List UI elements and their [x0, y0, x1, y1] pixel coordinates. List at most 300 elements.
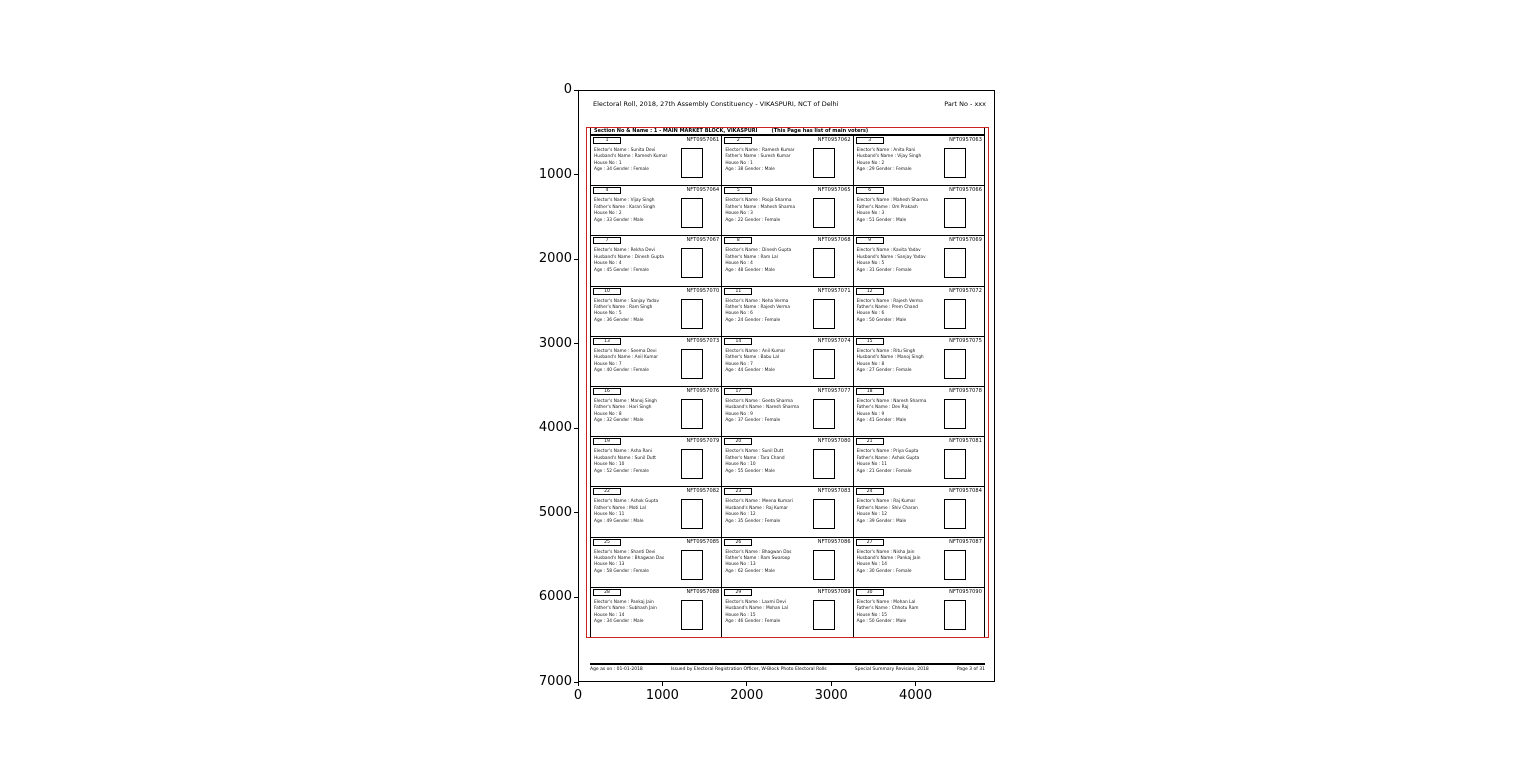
age-gender: Age : 48 Gender : Male [725, 267, 775, 273]
photo-placeholder [944, 499, 966, 529]
photo-placeholder [681, 399, 703, 429]
elector-name: Elector's Name : Naresh Sharma [856, 399, 927, 404]
relative-name: Father's Name : Chhotu Ram [856, 606, 919, 612]
voter-fields [725, 449, 809, 475]
voter-card [853, 336, 984, 386]
photo-placeholder [813, 550, 835, 580]
section-header [590, 127, 985, 135]
relative-name: Father's Name : Moti Lal [594, 505, 646, 511]
voter-card-top [856, 187, 982, 194]
voter-fields [594, 399, 678, 425]
footer-revision: Special Summary Revision, 2018 [854, 667, 929, 672]
y-tick-label: 1000 [538, 166, 572, 182]
epic-number: NFT0957088 [686, 588, 720, 595]
serial-number: 11 [724, 288, 752, 295]
voter-fields [725, 499, 809, 525]
serial-number: 13 [593, 338, 621, 345]
voter-fields [725, 399, 809, 425]
voter-card [721, 486, 852, 536]
epic-number: NFT0957065 [817, 187, 851, 194]
relative-name: Father's Name : Tara Chand [725, 455, 785, 461]
photo-placeholder [944, 550, 966, 580]
house-no: House No : 10 [594, 462, 625, 468]
epic-number: NFT0957078 [949, 388, 982, 394]
elector-name: Elector's Name : Pooja Sharma [725, 198, 792, 204]
section-note: (This Page has list of main voters) [771, 128, 869, 134]
elector-name: Elector's Name : Meena Kumari [725, 499, 793, 505]
voter-fields [594, 248, 678, 274]
x-tick-mark [915, 682, 916, 686]
y-tick-mark [574, 259, 578, 260]
house-no: House No : 14 [856, 562, 887, 568]
age-gender: Age : 45 Gender : Female [594, 267, 649, 273]
elector-name: Elector's Name : Mahesh Sharma [856, 198, 928, 204]
serial-number: 8 [724, 237, 752, 244]
relative-name: Father's Name : Mahesh Sharma [725, 204, 796, 210]
voter-fields [594, 449, 678, 475]
voter-card [590, 286, 721, 336]
y-tick-mark [574, 597, 578, 598]
voter-fields [594, 198, 678, 224]
house-no: House No : 7 [725, 361, 753, 367]
doc-footer [590, 667, 985, 673]
age-gender: Age : 21 Gender : Female [856, 468, 912, 474]
voter-card-top [856, 388, 982, 395]
voter-card-top [856, 488, 982, 495]
house-no: House No : 11 [856, 462, 887, 468]
house-no: House No : 8 [856, 361, 885, 367]
relative-name: Husband's Name : Raj Kumar [725, 505, 788, 511]
relative-name: Father's Name : Prem Chand [856, 305, 919, 311]
house-no: House No : 15 [725, 612, 756, 618]
house-no: House No : 11 [594, 512, 625, 518]
x-tick-label: 4000 [899, 688, 933, 703]
y-tick-label: 7000 [538, 674, 572, 689]
voter-fields [594, 148, 678, 174]
serial-number: 17 [724, 388, 752, 395]
house-no: House No : 4 [725, 261, 753, 267]
x-tick-mark [578, 682, 579, 686]
voter-card-top [724, 488, 850, 495]
voter-card-top [856, 589, 982, 596]
elector-name: Elector's Name : Vijay Singh [594, 198, 655, 204]
serial-number: 20 [724, 438, 752, 445]
house-no: House No : 6 [725, 311, 753, 317]
serial-number: 25 [593, 539, 621, 546]
photo-placeholder [944, 248, 966, 278]
relative-name: Father's Name : Om Prakash [856, 204, 918, 210]
voter-card-top [724, 338, 850, 345]
epic-number: NFT0957076 [686, 388, 720, 394]
house-no: House No : 1 [594, 160, 622, 166]
voter-fields [857, 499, 941, 525]
voter-fields [725, 148, 809, 174]
serial-number: 12 [856, 288, 884, 295]
epic-number: NFT0957087 [949, 538, 982, 545]
relative-name: Father's Name : Babu Lal [725, 355, 780, 361]
voter-card-top [856, 137, 982, 144]
serial-number: 29 [724, 589, 752, 596]
photo-placeholder [681, 499, 703, 529]
voter-card [853, 537, 984, 587]
house-no: House No : 13 [594, 562, 625, 568]
serial-number: 15 [856, 338, 884, 345]
photo-placeholder [813, 399, 835, 429]
x-tick-mark [746, 682, 747, 686]
elector-name: Elector's Name : Ramesh Kumar [725, 148, 795, 153]
house-no: House No : 2 [856, 160, 885, 166]
voter-card-top [593, 539, 719, 546]
voter-card [721, 336, 852, 386]
photo-placeholder [813, 349, 835, 379]
epic-number: NFT0957072 [949, 287, 982, 294]
epic-number: NFT0957070 [686, 287, 720, 294]
serial-number: 14 [724, 338, 752, 345]
age-gender: Age : 34 Gender : Female [594, 167, 649, 173]
voter-card [853, 587, 984, 637]
relative-name: Father's Name : Ram Lal [725, 254, 778, 260]
photo-placeholder [681, 248, 703, 278]
age-gender: Age : 32 Gender : Male [594, 418, 644, 424]
elector-name: Elector's Name : Sunil Dutt [725, 449, 784, 455]
voter-card-top [593, 137, 719, 144]
voter-fields [857, 449, 941, 475]
serial-number: 21 [856, 438, 884, 445]
age-gender: Age : 50 Gender : Male [856, 317, 907, 323]
relative-name: Father's Name : Rajesh Verma [725, 305, 790, 311]
voter-fields [857, 399, 941, 425]
photo-placeholder [944, 299, 966, 329]
voter-card-top [856, 539, 982, 546]
voter-card [590, 537, 721, 587]
voter-card [853, 386, 984, 436]
voter-card-top [593, 288, 719, 295]
house-no: House No : 9 [725, 411, 753, 417]
age-gender: Age : 37 Gender : Female [725, 418, 781, 424]
voter-card-top [593, 589, 719, 596]
house-no: House No : 3 [725, 211, 753, 217]
serial-number: 5 [724, 187, 752, 194]
x-tick-label: 3000 [814, 688, 848, 703]
voter-fields [857, 349, 941, 375]
serial-number: 28 [593, 589, 621, 596]
elector-name: Elector's Name : Ashok Gupta [594, 499, 659, 505]
voter-fields [725, 600, 809, 626]
voter-card [853, 235, 984, 285]
relative-name: Husband's Name : Naresh Sharma [725, 405, 800, 411]
age-gender: Age : 49 Gender : Male [594, 518, 644, 524]
y-tick-label: 5000 [538, 504, 572, 520]
voter-card [721, 386, 852, 436]
serial-number: 18 [856, 388, 884, 395]
voter-card [590, 386, 721, 436]
epic-number: NFT0957061 [686, 137, 720, 143]
age-gender: Age : 38 Gender : Male [725, 167, 775, 173]
voter-fields [594, 299, 678, 325]
epic-number: NFT0957074 [817, 337, 851, 344]
house-no: House No : 9 [856, 411, 885, 417]
serial-number: 19 [593, 438, 621, 445]
epic-number: NFT0957063 [949, 137, 982, 143]
photo-placeholder [681, 550, 703, 580]
age-gender: Age : 44 Gender : Male [725, 368, 775, 374]
relative-name: Husband's Name : Mohan Lal [725, 606, 788, 612]
voter-fields [725, 198, 809, 224]
relative-name: Father's Name : Suresh Kumar [725, 154, 791, 160]
voter-fields [857, 600, 941, 626]
voter-card-top [724, 137, 850, 144]
voter-card-top [724, 237, 850, 244]
age-gender: Age : 22 Gender : Female [725, 217, 781, 223]
x-tick-label: 1000 [645, 688, 679, 703]
elector-name: Elector's Name : Geeta Sharma [725, 399, 793, 404]
photo-placeholder [944, 600, 966, 630]
relative-name: Husband's Name : Sunil Dutt [594, 455, 656, 461]
house-no: House No : 12 [856, 512, 887, 518]
y-tick-mark [574, 428, 578, 429]
footer-age-note: Age as on : 01-01-2018 [590, 667, 643, 672]
serial-number: 26 [724, 539, 752, 546]
age-gender: Age : 58 Gender : Female [594, 568, 649, 574]
relative-name: Husband's Name : Dinesh Gupta [594, 254, 664, 260]
doc-header [593, 100, 986, 108]
voter-card [721, 235, 852, 285]
relative-name: Husband's Name : Manoj Singh [856, 355, 924, 361]
relative-name: Father's Name : Hari Singh [594, 405, 652, 411]
voter-card [590, 336, 721, 386]
x-tick-label: 0 [573, 688, 583, 703]
age-gender: Age : 55 Gender : Male [725, 468, 775, 474]
y-tick-mark [574, 90, 578, 91]
elector-name: Elector's Name : Rekha Devi [594, 248, 655, 254]
voter-card-top [724, 288, 850, 295]
voter-card-top [856, 237, 982, 244]
serial-number: 3 [856, 137, 884, 144]
y-tick-mark [574, 174, 578, 175]
footer-page-number: Page 3 of 31 [956, 667, 985, 672]
section-label: Section No & Name : 1 - MAIN MARKET BLOCK, VIKASPURI [594, 128, 758, 134]
age-gender: Age : 24 Gender : Female [725, 317, 781, 323]
age-gender: Age : 41 Gender : Male [856, 418, 907, 424]
epic-number: NFT0957082 [686, 488, 720, 495]
serial-number: 9 [856, 237, 884, 244]
voter-card-top [593, 237, 719, 244]
voter-fields [594, 349, 678, 375]
photo-placeholder [813, 148, 835, 178]
epic-number: NFT0957073 [686, 337, 720, 344]
plot-axes [578, 90, 995, 682]
relative-name: Father's Name : Ram Singh [594, 305, 653, 311]
elector-name: Elector's Name : Bhagwan Das [725, 549, 792, 555]
voter-card-top [724, 388, 850, 395]
voter-fields [594, 600, 678, 626]
house-no: House No : 4 [594, 261, 622, 267]
photo-placeholder [813, 248, 835, 278]
elector-name: Elector's Name : Sanjay Yadav [594, 298, 660, 304]
voter-card-top [593, 187, 719, 194]
house-no: House No : 14 [594, 612, 625, 618]
serial-number: 22 [593, 488, 621, 495]
age-gender: Age : 27 Gender : Female [856, 368, 912, 374]
serial-number: 6 [856, 187, 884, 194]
serial-number: 27 [856, 539, 884, 546]
age-gender: Age : 46 Gender : Female [725, 619, 781, 625]
elector-name: Elector's Name : Kavita Yadav [856, 248, 921, 254]
photo-placeholder [681, 198, 703, 228]
x-tick-mark [662, 682, 663, 686]
relative-name: Father's Name : Ram Swaroop [725, 556, 791, 562]
age-gender: Age : 39 Gender : Male [856, 518, 907, 524]
serial-number: 7 [593, 237, 621, 244]
house-no: House No : 7 [594, 361, 622, 367]
elector-name: Elector's Name : Nisha Jain [856, 549, 915, 555]
voter-card [590, 486, 721, 536]
y-tick-label: 2000 [538, 251, 572, 267]
epic-number: NFT0957071 [817, 287, 851, 294]
serial-number: 2 [724, 137, 752, 144]
voter-fields [857, 550, 941, 576]
footer-divider [590, 663, 985, 665]
epic-number: NFT0957084 [949, 488, 982, 495]
elector-name: Elector's Name : Anita Rani [856, 148, 916, 153]
relative-name: Husband's Name : Ramesh Kumar [594, 154, 668, 160]
elector-name: Elector's Name : Mohan Lal [856, 599, 916, 605]
voter-card-top [856, 438, 982, 445]
voter-card-top [724, 187, 850, 194]
epic-number: NFT0957068 [817, 237, 851, 244]
age-gender: Age : 34 Gender : Male [594, 619, 644, 625]
photo-placeholder [944, 349, 966, 379]
house-no: House No : 10 [725, 462, 756, 468]
photo-placeholder [944, 399, 966, 429]
age-gender: Age : 29 Gender : Female [856, 167, 912, 173]
voter-card [853, 185, 984, 235]
house-no: House No : 12 [725, 512, 756, 518]
age-gender: Age : 35 Gender : Female [725, 518, 781, 524]
house-no: House No : 15 [856, 612, 887, 618]
serial-number: 16 [593, 388, 621, 395]
elector-name: Elector's Name : Rajesh Verma [856, 298, 923, 304]
epic-number: NFT0957062 [817, 137, 851, 143]
elector-name: Elector's Name : Sunita Devi [594, 148, 656, 153]
age-gender: Age : 36 Gender : Male [594, 317, 644, 323]
serial-number: 23 [724, 488, 752, 495]
elector-name: Elector's Name : Pankaj Jain [594, 599, 654, 605]
voter-card [590, 235, 721, 285]
house-no: House No : 5 [856, 261, 885, 267]
serial-number: 4 [593, 187, 621, 194]
epic-number: NFT0957066 [949, 187, 982, 194]
epic-number: NFT0957075 [949, 337, 982, 344]
voter-card-top [856, 288, 982, 295]
epic-number: NFT0957067 [686, 237, 720, 244]
voter-grid [590, 135, 985, 638]
voter-card-top [593, 438, 719, 445]
y-tick-label: 3000 [538, 335, 572, 351]
relative-name: Husband's Name : Anil Kumar [594, 355, 658, 361]
relative-name: Father's Name : Ashok Gupta [856, 455, 920, 461]
age-gender: Age : 31 Gender : Female [856, 267, 912, 273]
age-gender: Age : 62 Gender : Male [725, 568, 775, 574]
voter-card [853, 135, 984, 185]
elector-name: Elector's Name : Asha Rani [594, 449, 652, 455]
house-no: House No : 1 [725, 160, 753, 166]
voter-card [590, 587, 721, 637]
voter-card [721, 436, 852, 486]
voter-card [590, 436, 721, 486]
footer-issuer: Issued by Electoral Registration Officer, W-Block Photo Electoral Rolls [670, 667, 827, 672]
voter-card [721, 135, 852, 185]
voter-card [721, 286, 852, 336]
epic-number: NFT0957083 [817, 488, 851, 495]
y-tick-mark [574, 512, 578, 513]
epic-number: NFT0957077 [817, 388, 851, 394]
voter-fields [857, 198, 941, 224]
relative-name: Husband's Name : Vijay Singh [856, 154, 922, 160]
voter-card [721, 185, 852, 235]
voter-card [853, 486, 984, 536]
epic-number: NFT0957080 [817, 438, 851, 445]
voter-card [590, 185, 721, 235]
epic-number: NFT0957064 [686, 187, 720, 194]
elector-name: Elector's Name : Dinesh Gupta [725, 248, 792, 254]
house-no: House No : 3 [856, 211, 885, 217]
photo-placeholder [681, 449, 703, 479]
voter-fields [725, 299, 809, 325]
age-gender: Age : 40 Gender : Female [594, 368, 649, 374]
age-gender: Age : 33 Gender : Male [594, 217, 644, 223]
voter-fields [857, 148, 941, 174]
photo-placeholder [944, 148, 966, 178]
elector-name: Elector's Name : Shanti Devi [594, 549, 656, 555]
relative-name: Father's Name : Dev Raj [856, 405, 909, 411]
relative-name: Father's Name : Subhash Jain [594, 606, 657, 612]
age-gender: Age : 52 Gender : Female [594, 468, 649, 474]
photo-placeholder [944, 449, 966, 479]
voter-card [590, 135, 721, 185]
voter-fields [594, 499, 678, 525]
relative-name: Father's Name : Karan Singh [594, 204, 656, 210]
house-no: House No : 13 [725, 562, 756, 568]
photo-placeholder [681, 299, 703, 329]
relative-name: Husband's Name : Bhagwan Das [594, 556, 665, 562]
x-tick-label: 2000 [730, 688, 764, 703]
photo-placeholder [813, 198, 835, 228]
voter-fields [725, 349, 809, 375]
voter-card-top [856, 338, 982, 345]
voter-card-top [593, 388, 719, 395]
epic-number: NFT0957089 [817, 588, 851, 595]
house-no: House No : 6 [856, 311, 885, 317]
relative-name: Father's Name : Shiv Charan [856, 505, 918, 511]
voter-card-top [724, 539, 850, 546]
epic-number: NFT0957081 [949, 438, 982, 445]
voter-card-top [593, 338, 719, 345]
y-tick-mark [574, 343, 578, 344]
elector-name: Elector's Name : Seema Devi [594, 348, 657, 354]
elector-name: Elector's Name : Ritu Singh [856, 348, 916, 354]
voter-card-top [593, 488, 719, 495]
photo-placeholder [813, 299, 835, 329]
voter-card-top [724, 438, 850, 445]
y-tick-label: 4000 [538, 420, 572, 436]
y-tick-label: 0 [563, 82, 572, 97]
elector-name: Elector's Name : Neha Verma [725, 298, 789, 304]
voter-fields [725, 248, 809, 274]
elector-name: Elector's Name : Laxmi Devi [725, 599, 786, 605]
epic-number: NFT0957069 [949, 237, 982, 244]
epic-number: NFT0957090 [949, 588, 982, 595]
